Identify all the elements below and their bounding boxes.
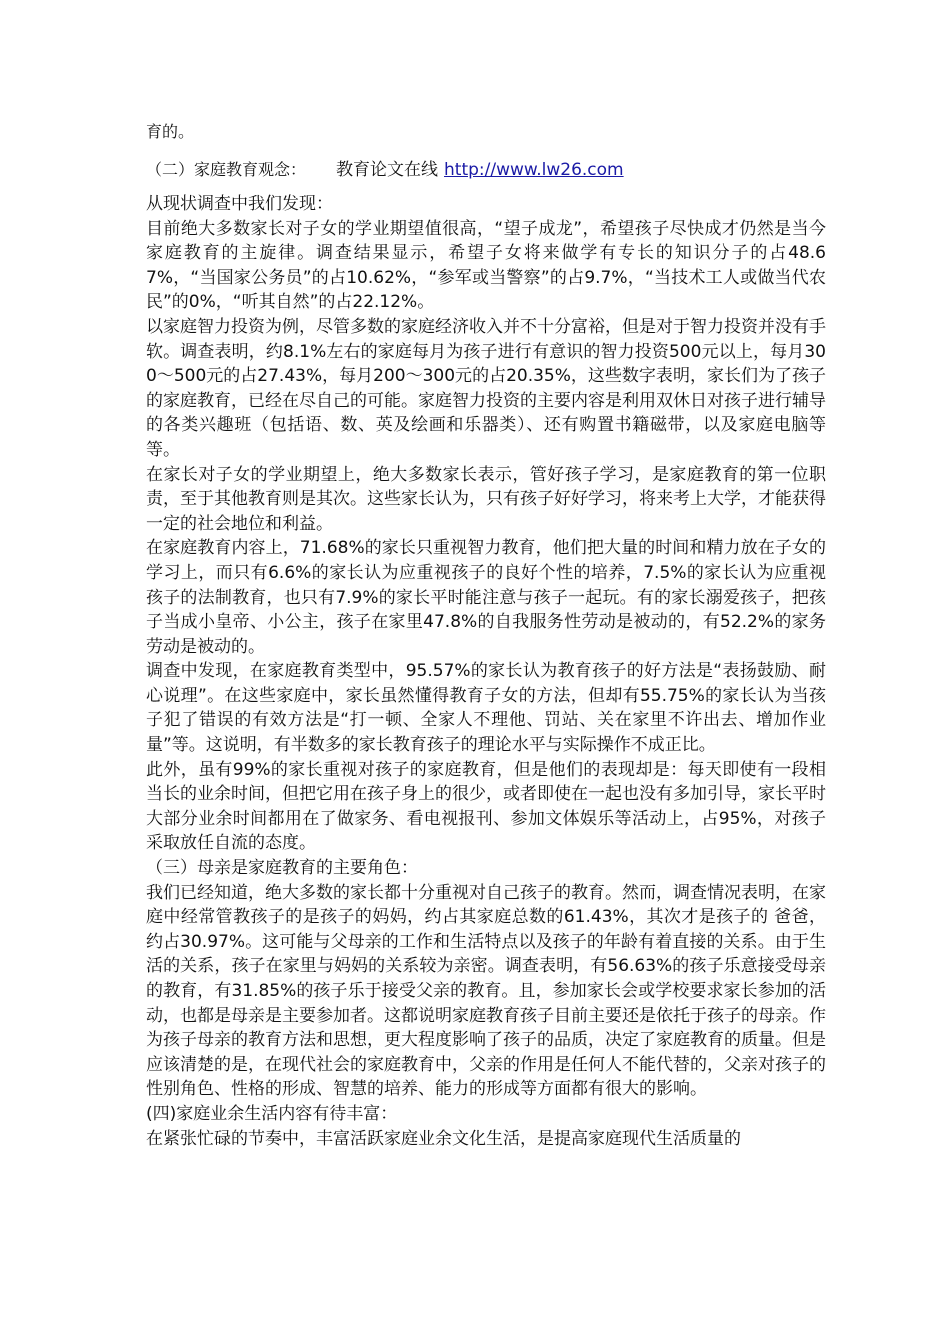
paragraph-expectations: 目前绝大多数家长对子女的学业期望值很高，“望子成龙”，希望孩子尽快成才仍然是当今家庭教育的主旋律。调查结果显示，希望子女将来做学有专长的知识分子的占48.67%，“当国家公务员”的占10.62%，“参军或当警察”的占9.7%，“当技术工人或做当代农民”的0%，“听其自然”的占22.12%。	[146, 218, 826, 313]
section-heading-2	[146, 158, 826, 182]
paragraph-academic-duty: 在家长对子女的学业期望上，绝大多数家长表示，管好孩子学习，是家庭教育的第一位职责，至于其他教育则是其次。这些家长认为，只有孩子好好学习，将来考上大学，才能获得一定的社会地位和利益。	[146, 464, 826, 534]
continued-line: 育的。	[146, 122, 195, 141]
paragraph-intro: 从现状调查中我们发现：	[146, 194, 333, 214]
paragraph-leisure-time: 此外，虽有99%的家长重视对孩子的家庭教育，但是他们的表现却是：每天即使有一段相当长的业余时间，但把它用在孩子身上的很少，或者即使在一起也没有多加引导，家长平时大部分业余时间都用在了做家务、看电视报刊、参加文体娱乐等活动上，占95%，对孩子采取放任自流的态度。	[146, 759, 826, 854]
paragraph-mother-role: 我们已经知道，绝大多数的家长都十分重视对自己孩子的教育。然而，调查情况表明，在家庭中经常管教孩子的是孩子的妈妈，约占其家庭总数的61.43%，其次才是孩子的 爸爸，约占30.97%。这可能与父母亲的工作和生活特点以及孩子的年龄有着直接的关系。由于生活的关系，孩子在家里与妈妈的关系较为亲密。调查表明，有56.63%的孩子乐意接受母亲的教育，有31.85%的孩子乐于接受父亲的教育。且，参加家长会或学校要求家长参加的活动，也都是母亲是主要参加者。这都说明家庭教育孩子目前主要还是依托于孩子的母亲。作为孩子母亲的教育方法和思想，更大程度影响了孩子的品质，决定了家庭教育的质量。但是应该清楚的是，在现代社会的家庭教育中，父亲的作用是任何人不能代替的，父亲对孩子的性别角色、性格的形成、智慧的培养、能力的形成等方面都有很大的影响。	[146, 882, 826, 1100]
paragraph-family-life: 在紧张忙碌的节奏中，丰富活跃家庭业余文化生活，是提高家庭现代生活质量的	[146, 1128, 741, 1149]
site-label: 教育论文在线	[336, 160, 439, 180]
document-body	[146, 120, 826, 1151]
section-heading-2-text: （二）家庭教育观念：	[146, 160, 307, 179]
paragraph-methods: 调查中发现，在家庭教育类型中，95.57%的家长认为教育孩子的好方法是“表扬鼓励、耐心说理”。在这些家庭中，家长虽然懂得教育子女的方法，但却有55.75%的家长认为当孩子犯了错误的有效方法是“打一顿、全家人不理他、罚站、关在家里不许出去、增加作业量”等。这说明，有半数多的家长教育孩子的理论水平与实际操作不成正比。	[146, 661, 826, 756]
section-heading-4: (四)家庭业余生活内容有待丰富：	[146, 1103, 398, 1124]
site-link[interactable]: http://www.lw26.com	[444, 160, 624, 180]
paragraph-investment: 以家庭智力投资为例，尽管多数的家庭经济收入并不十分富裕，但是对于智力投资并没有手软。调查表明，约8.1%左右的家庭每月为孩子进行有意识的智力投资500元以上，每月300～500元的占27.43%，每月200～300元的占20.35%，这些数字表明，家长们为了孩子的家庭教育，已经在尽自己的可能。家庭智力投资的主要内容是利用双休日对孩子进行辅导的各类兴趣班（包括语、数、英及绘画和乐器类）、还有购置书籍磁带，以及家庭电脑等等。	[146, 316, 826, 460]
paragraph-content: 在家庭教育内容上，71.68%的家长只重视智力教育，他们把大量的时间和精力放在子女的学习上，而只有6.6%的家长认为应重视孩子的良好个性的培养，7.5%的家长认为应重视孩子的法制教育，也只有7.9%的家长平时能注意与孩子一起玩。有的家长溺爱孩子，把孩子当成小皇帝、小公主，孩子在家里47.8%的自我服务性劳动是被动的，有52.2%的家务劳动是被动的。	[146, 538, 826, 657]
section-heading-3: （三）母亲是家庭教育的主要角色：	[146, 858, 418, 879]
